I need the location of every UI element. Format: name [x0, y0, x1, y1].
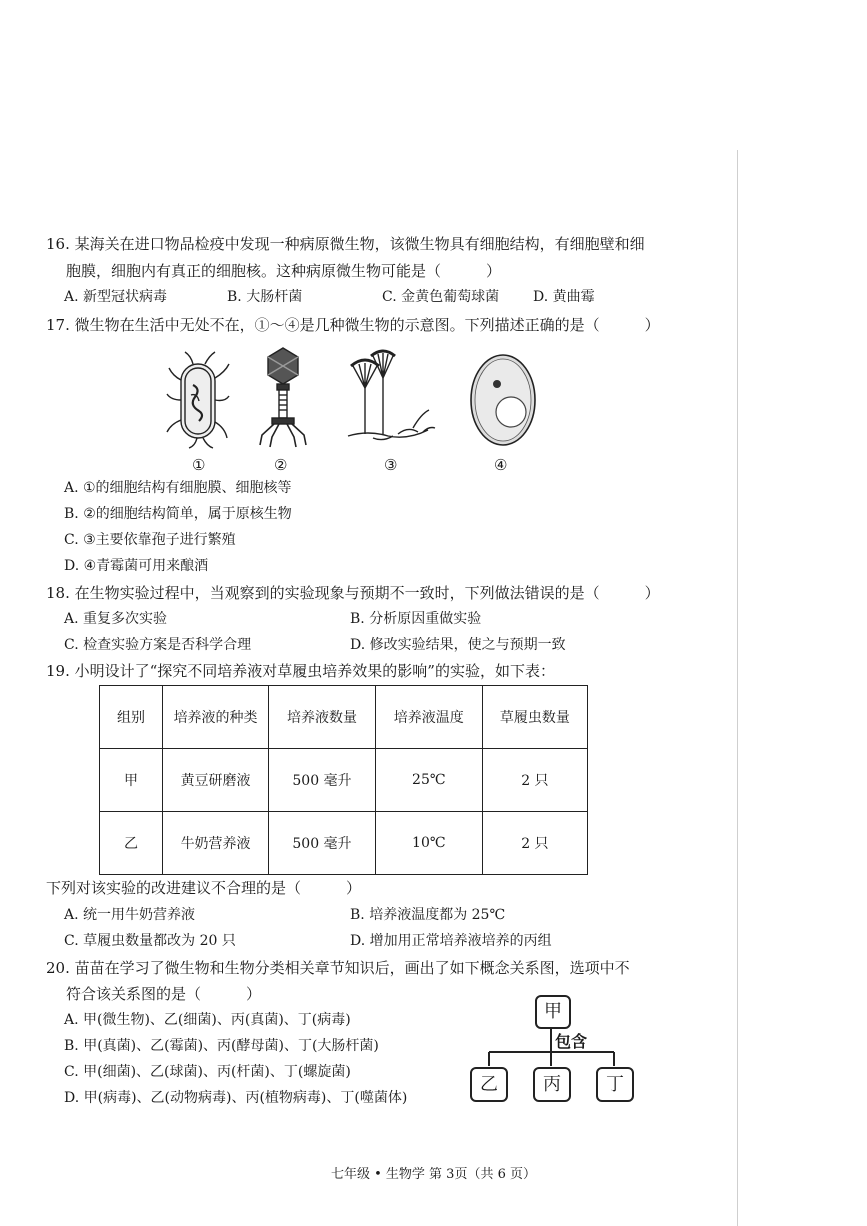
page-edge	[737, 150, 738, 1226]
q16-stem-line1: 16. 某海关在进口物品检疫中发现一种病原微生物，该微生物具有细胞结构，有细胞壁和细	[46, 235, 645, 253]
q20-option-c: C. 甲(细菌)、乙(球菌)、丙(杆菌)、丁(螺旋菌)	[64, 1064, 351, 1080]
q19-option-b: B. 培养液温度都为 25℃	[350, 907, 506, 923]
table-header: 培养液温度	[375, 686, 482, 749]
yeast-figure	[469, 352, 537, 448]
table-cell: 甲	[100, 749, 163, 812]
mold-figure	[343, 348, 438, 448]
bacteriophage-figure	[252, 345, 314, 450]
q19-option-a: A. 统一用牛奶营养液	[64, 907, 196, 923]
figure-label-1: ①	[192, 456, 206, 474]
table-row	[100, 812, 588, 875]
concept-node-child-2: 丙	[533, 1067, 571, 1102]
table-cell: 500 毫升	[269, 749, 376, 812]
q18-option-b: B. 分析原因重做实验	[350, 611, 482, 627]
table-cell: 2 只	[482, 749, 587, 812]
table-header: 组别	[100, 686, 163, 749]
table-cell: 乙	[100, 812, 163, 875]
table-row	[100, 749, 588, 812]
q16-option-c: C. 金黄色葡萄球菌	[382, 289, 500, 305]
table-cell: 25℃	[375, 749, 482, 812]
q16-stem-line2: 胞膜，细胞内有真正的细胞核。这种病原微生物可能是（ ）	[66, 262, 502, 280]
q19-stem: 19. 小明设计了“探究不同培养液对草履虫培养效果的影响”的实验，如下表：	[46, 662, 555, 680]
table-header: 培养液的种类	[163, 686, 269, 749]
q18-option-c: C. 检查实验方案是否科学合理	[64, 637, 252, 653]
q17-stem: 17. 微生物在生活中无处不在，①～④是几种微生物的示意图。下列描述正确的是（ ）	[46, 316, 660, 334]
table-cell: 黄豆研磨液	[163, 749, 269, 812]
experiment-table	[99, 685, 588, 875]
q20-option-b: B. 甲(真菌)、乙(霉菌)、丙(酵母菌)、丁(大肠杆菌)	[64, 1038, 379, 1054]
table-cell: 2 只	[482, 812, 587, 875]
q17-option-a: A. ①的细胞结构有细胞膜、细胞核等	[64, 480, 292, 496]
q16-option-b: B. 大肠杆菌	[227, 289, 303, 305]
figure-label-2: ②	[274, 456, 288, 474]
concept-node-top: 甲	[535, 995, 571, 1029]
table-header: 培养液数量	[269, 686, 376, 749]
q20-stem-line2: 符合该关系图的是（ ）	[66, 985, 262, 1003]
table-header-row	[100, 686, 588, 749]
q18-stem: 18. 在生物实验过程中，当观察到的实验现象与预期不一致时，下列做法错误的是（ ）	[46, 584, 660, 602]
page-footer: 七年级 • 生物学 第 3页（共 6 页）	[330, 1167, 536, 1182]
q20-stem-line1: 20. 苗苗在学习了微生物和生物分类相关章节知识后，画出了如下概念关系图，选项中不	[46, 959, 630, 977]
table-header: 草履虫数量	[482, 686, 587, 749]
q19-question: 下列对该实验的改进建议不合理的是（ ）	[46, 879, 362, 897]
q16-option-d: D. 黄曲霉	[533, 289, 595, 305]
table-cell: 500 毫升	[269, 812, 376, 875]
q16-option-a: A. 新型冠状病毒	[64, 289, 168, 305]
table-cell: 10℃	[375, 812, 482, 875]
q18-option-a: A. 重复多次实验	[64, 611, 168, 627]
q17-option-d: D. ④青霉菌可用来酿酒	[64, 558, 209, 574]
q18-option-d: D. 修改实验结果，使之与预期一致	[350, 637, 566, 653]
figure-label-3: ③	[384, 456, 398, 474]
concept-node-child-1: 乙	[470, 1067, 508, 1102]
bacterium-figure	[163, 350, 235, 450]
concept-node-child-3: 丁	[596, 1067, 634, 1102]
q19-option-c: C. 草履虫数量都改为 20 只	[64, 933, 236, 949]
q19-option-d: D. 增加用正常培养液培养的丙组	[350, 933, 552, 949]
q20-option-d: D. 甲(病毒)、乙(动物病毒)、丙(植物病毒)、丁(噬菌体)	[64, 1090, 408, 1106]
q17-option-c: C. ③主要依靠孢子进行繁殖	[64, 532, 236, 548]
concept-relation-label: 包含	[555, 1032, 588, 1051]
q17-option-b: B. ②的细胞结构简单，属于原核生物	[64, 506, 292, 522]
table-cell: 牛奶营养液	[163, 812, 269, 875]
figure-label-4: ④	[494, 456, 508, 474]
q20-option-a: A. 甲(微生物)、乙(细菌)、丙(真菌)、丁(病毒)	[64, 1012, 351, 1028]
